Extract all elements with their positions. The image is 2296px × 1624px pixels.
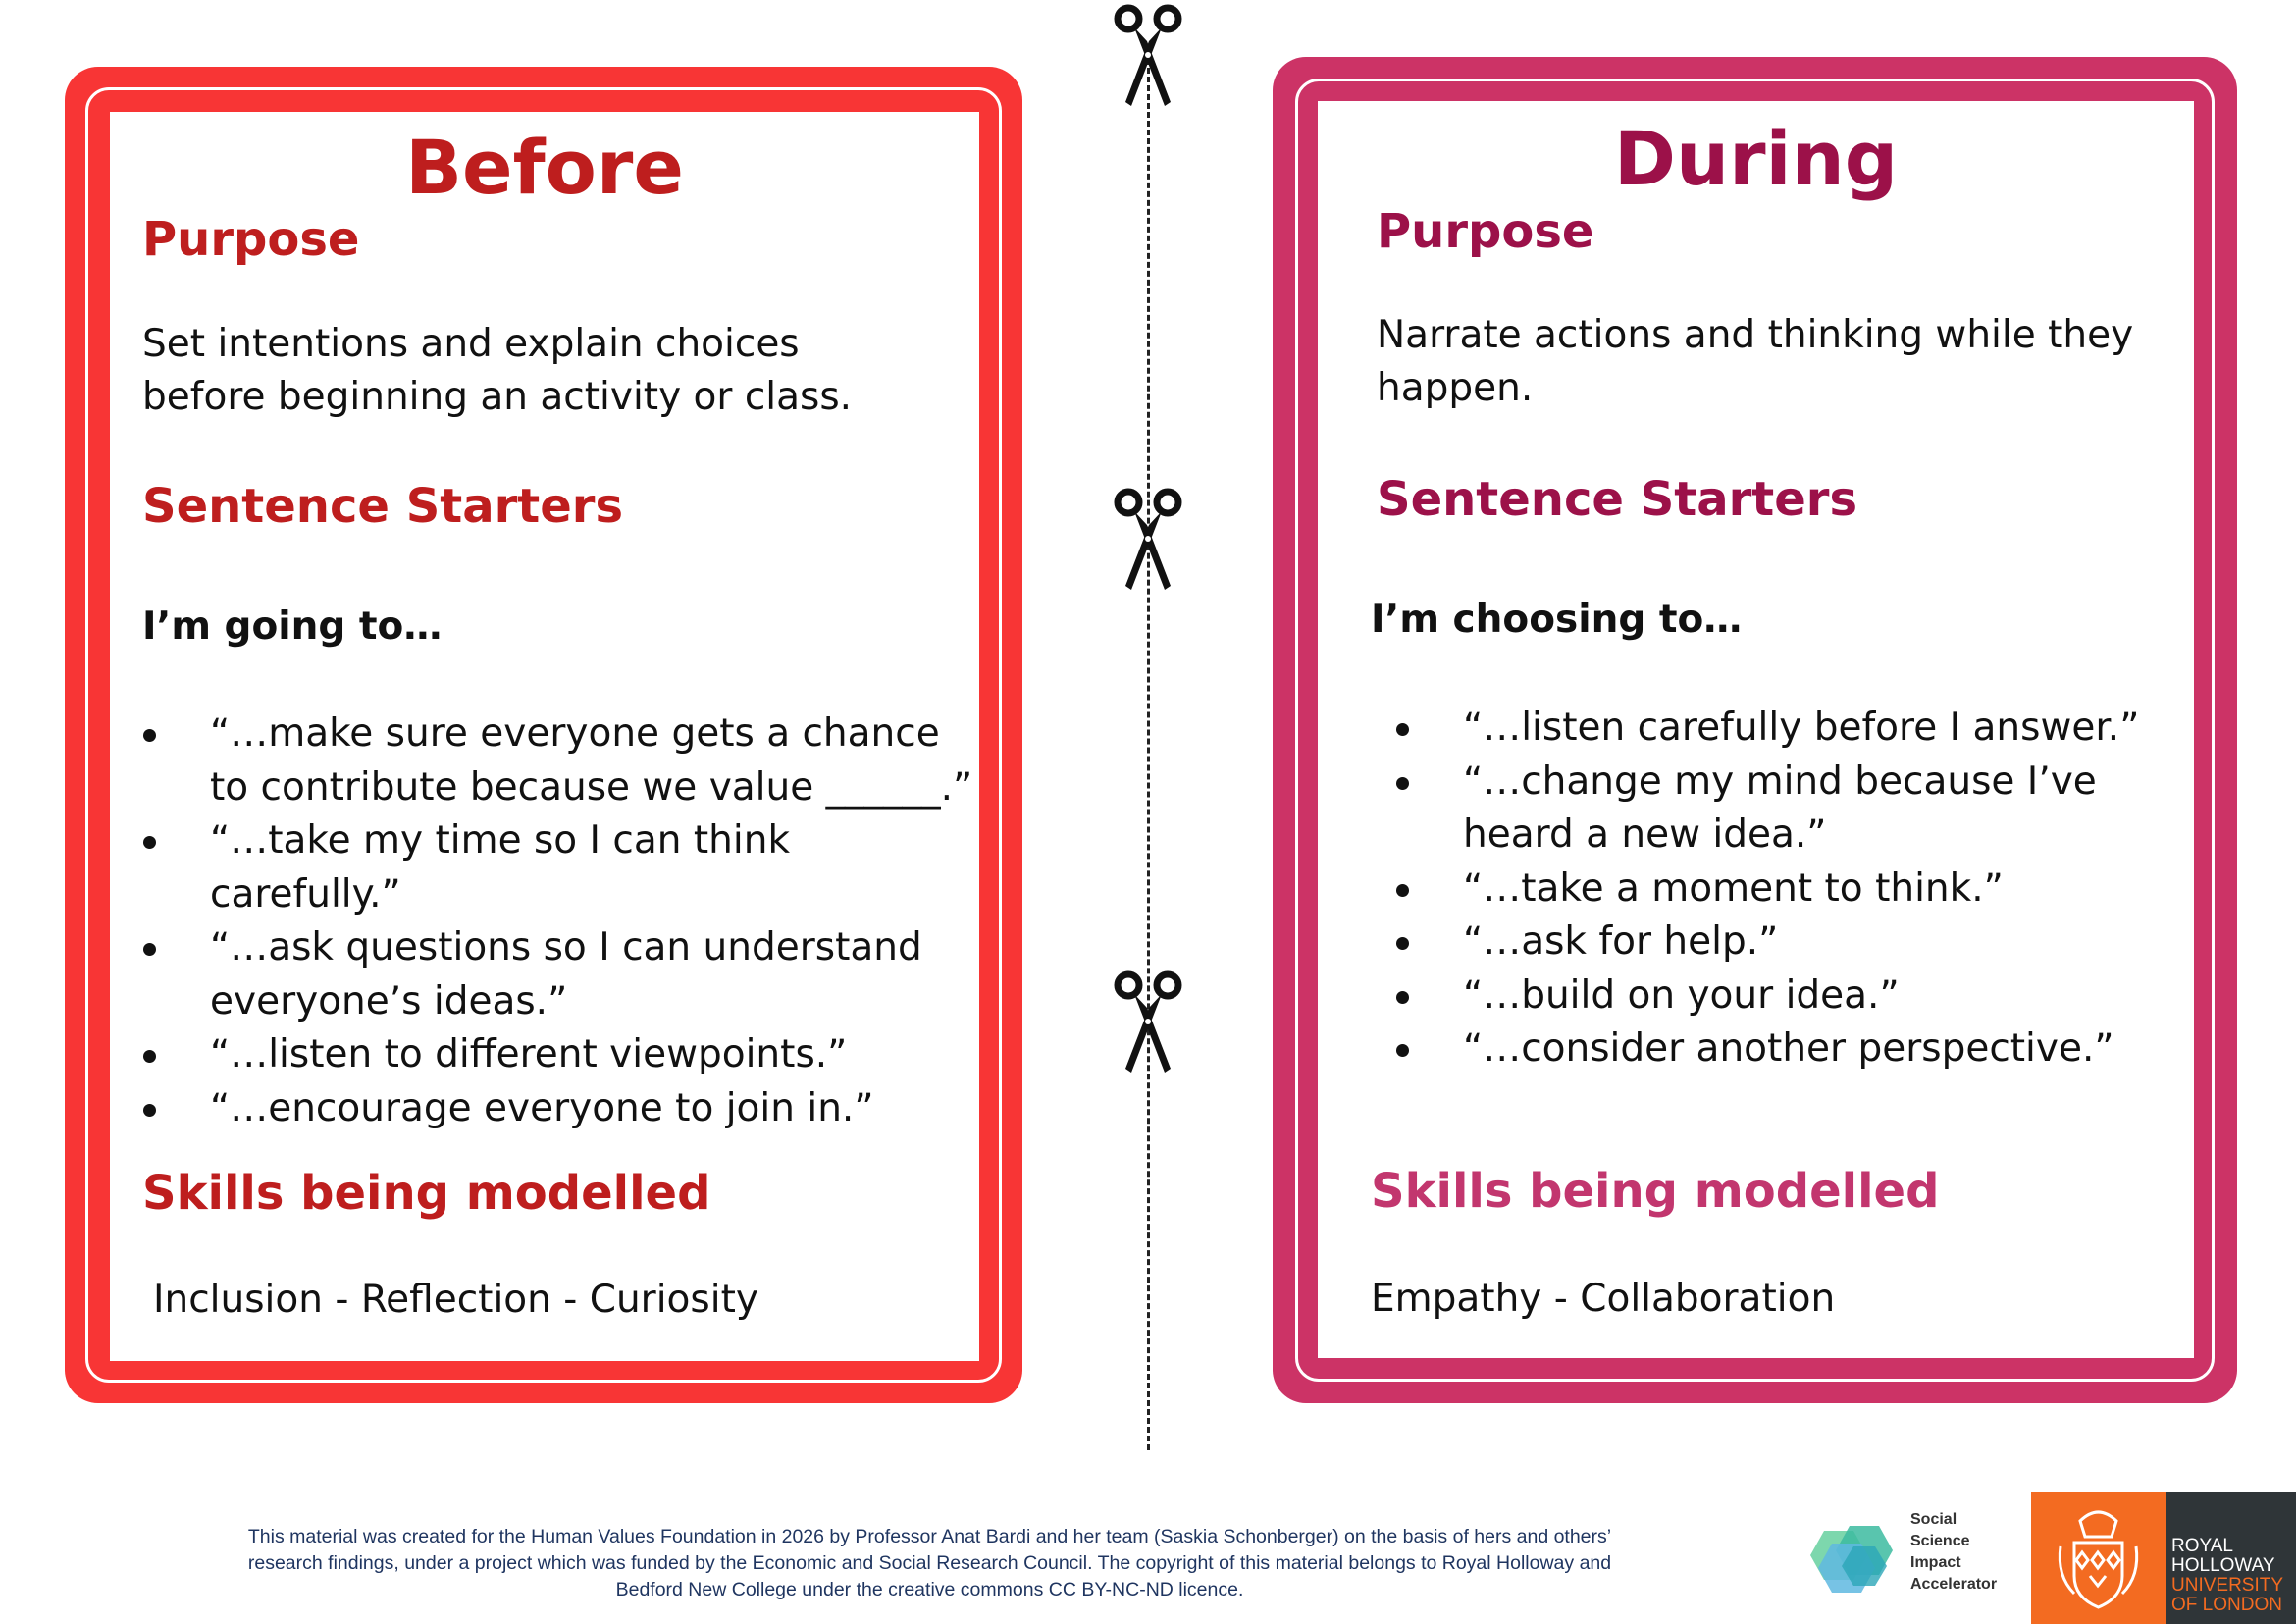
wordmark-line: OF LONDON [2171,1595,2282,1615]
before-starters-list [143,707,987,1135]
list-item: “…build on your idea.” [1396,969,2201,1023]
crest-icon [2031,1492,2166,1624]
list-item: “…consider another perspective.” [1396,1022,2201,1076]
wordmark-line: Social [1910,1511,1957,1528]
copyright-line-1: This material was created for the Human Values Foundation in 2026 by Professor Anat Bardi and her team (Saskia Schonberger) on the basis of hers and others’ [247,1526,1612,1547]
during-purpose-line-1: Narrate actions and thinking while they [1377,313,2134,357]
impact-accelerator-wordmark [1910,1509,2028,1596]
before-skills-heading: Skills being modelled [142,1166,711,1221]
cut-line [1147,59,1150,1450]
list-item: “…ask questions so I can understand everyone’s ideas.” [143,921,987,1028]
before-starters-heading: Sentence Starters [142,479,624,534]
list-item: “…encourage everyone to join in.” [143,1082,987,1136]
during-skills-text: Empathy - Collaboration [1371,1277,1836,1321]
during-starter-lead: I’m choosing to… [1371,598,1743,642]
before-purpose-line-1: Set intentions and explain choices [142,322,800,366]
before-purpose-heading: Purpose [142,212,360,267]
scissors-icon [1114,484,1182,594]
during-purpose-heading: Purpose [1377,204,1594,259]
list-item: “…change my mind because I’ve heard a new idea.” [1396,756,2201,863]
list-item: “…ask for help.” [1396,916,2201,969]
wordmark-line: HOLLOWAY [2171,1555,2275,1576]
before-purpose-line-2: before beginning an activity or class. [142,375,853,419]
list-item: “…listen to different viewpoints.” [143,1028,987,1082]
before-starter-lead: I’m going to… [142,604,443,649]
scissors-icon [1114,0,1182,110]
copyright-line-2: research findings, under a project which was funded by the Economic and Social Research Council. The copyright of this material belongs to Royal Holloway and [247,1552,1612,1574]
wordmark-line: Accelerator [1910,1576,1998,1593]
wordmark-line: Impact [1910,1554,1961,1571]
list-item: “…take my time so I can think carefully.” [143,814,987,921]
list-item: “…listen carefully before I answer.” [1396,702,2201,756]
copyright-line-3: Bedford New College under the creative commons CC BY-NC-ND licence. [615,1579,1244,1600]
before-skills-text: Inclusion - Reflection - Curiosity [153,1278,758,1322]
wordmark-line: Science [1910,1533,1970,1549]
list-item: “…take a moment to think.” [1396,863,2201,917]
scissors-icon [1114,967,1182,1076]
copyright-notice [147,1524,1712,1603]
during-skills-heading: Skills being modelled [1371,1164,1940,1219]
during-purpose-line-2: happen. [1377,366,1534,410]
university-wordmark [2166,1492,2296,1624]
during-card-title: During [1613,115,1899,202]
during-starters-heading: Sentence Starters [1377,472,1858,527]
during-purpose-text [1377,309,2181,415]
before-card-title: Before [405,124,684,211]
university-crest-panel [2031,1492,2166,1624]
before-purpose-text [142,318,957,424]
list-item: “…make sure everyone gets a chance to contribute because we value ______.” [143,707,987,814]
wordmark-line: ROYAL [2171,1536,2234,1556]
wordmark-line: UNIVERSITY [2171,1575,2284,1596]
during-starters-list [1396,702,2201,1076]
